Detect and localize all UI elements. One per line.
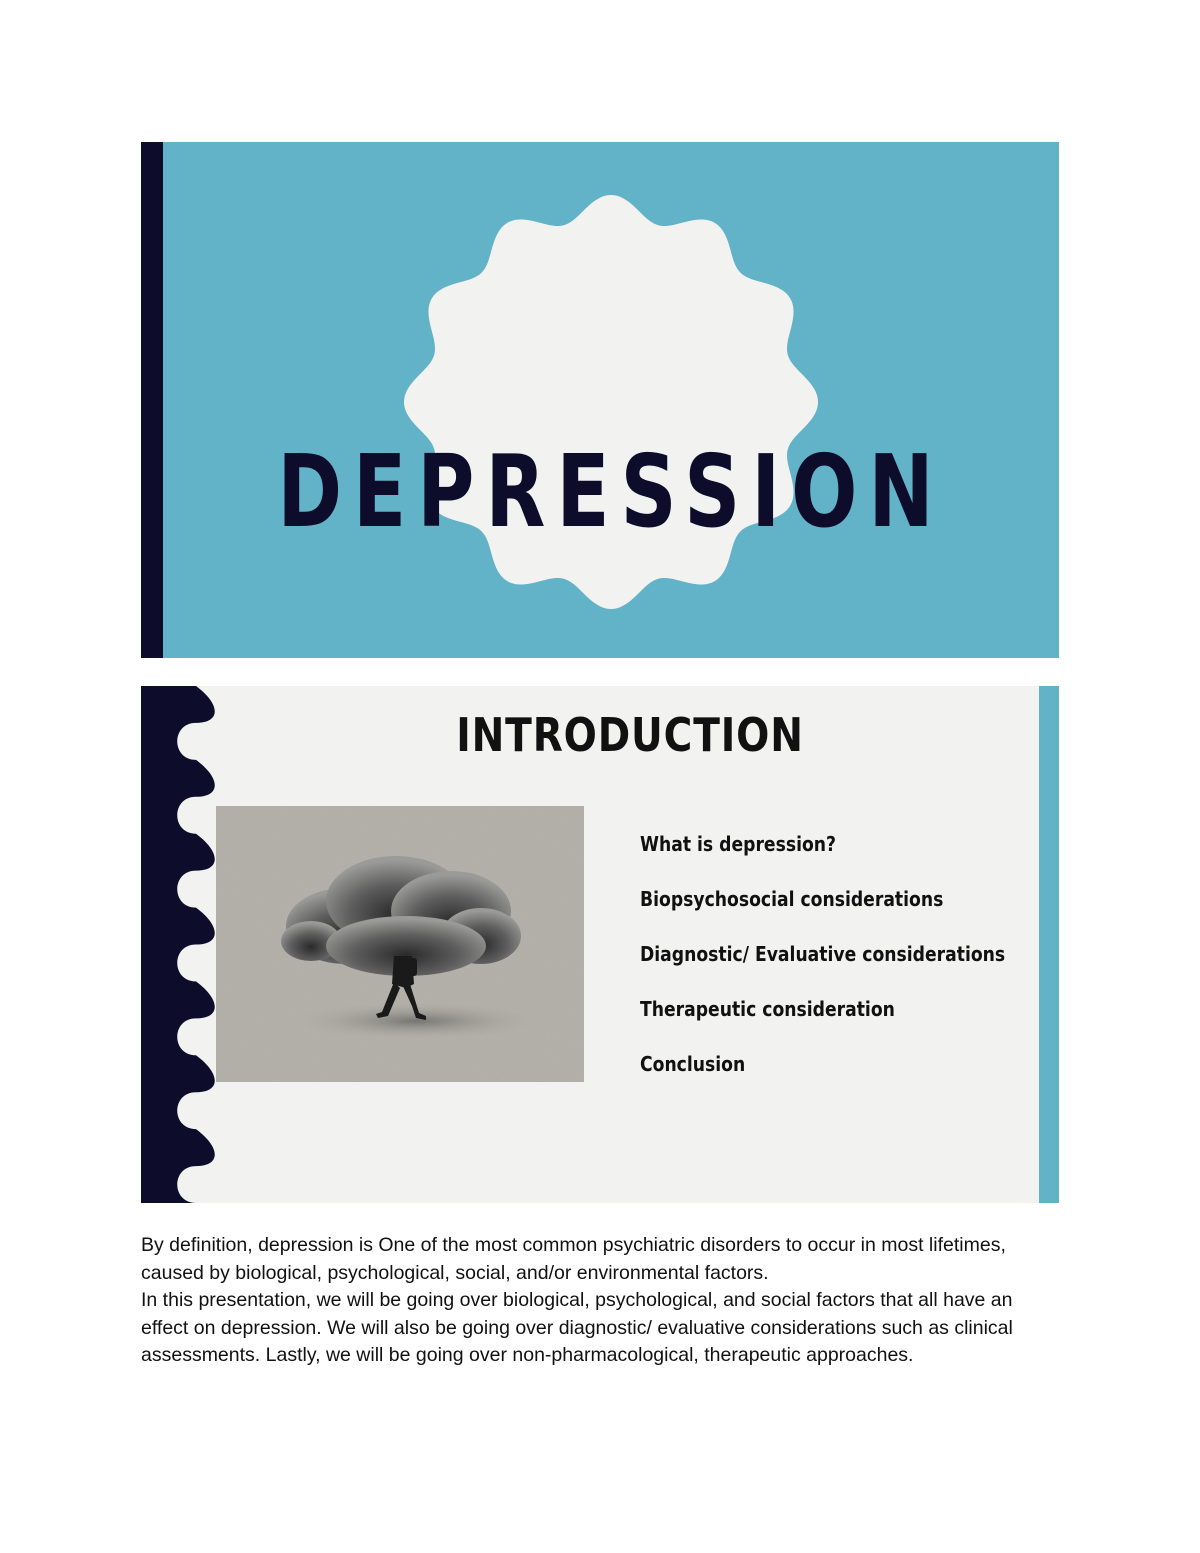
wavy-left-border bbox=[141, 686, 221, 1203]
slide-heading: INTRODUCTION bbox=[456, 708, 804, 762]
slide-title: DEPRESSION bbox=[277, 433, 945, 550]
title-slide bbox=[141, 142, 1059, 658]
agenda-item: Conclusion bbox=[640, 1052, 746, 1076]
slide-accent-bar bbox=[141, 142, 163, 658]
body-text bbox=[141, 1232, 1059, 1370]
person-under-cloud-illustration bbox=[216, 806, 584, 1082]
paragraph-definition: By definition, depression is One of the most common psychiatric disorders to occur in most lifetimes, caused by biological, psychological, social, and/or environmental factors. bbox=[141, 1234, 1006, 1284]
introduction-slide bbox=[141, 686, 1059, 1203]
agenda-item: Therapeutic consideration bbox=[640, 997, 895, 1021]
agenda-item: Diagnostic/ Evaluative considerations bbox=[640, 942, 1006, 966]
paragraph-overview: In this presentation, we will be going over biological, psychological, and social factors that all have an effect on depression. We will also be going over diagnostic/ evaluative considerations such as clinical assessments. Lastly, we will be going over non-pharmacological, therapeutic approaches. bbox=[141, 1289, 1013, 1366]
agenda-list bbox=[640, 829, 1059, 1104]
agenda-item: What is depression? bbox=[640, 832, 837, 856]
agenda-item: Biopsychosocial considerations bbox=[640, 887, 944, 911]
